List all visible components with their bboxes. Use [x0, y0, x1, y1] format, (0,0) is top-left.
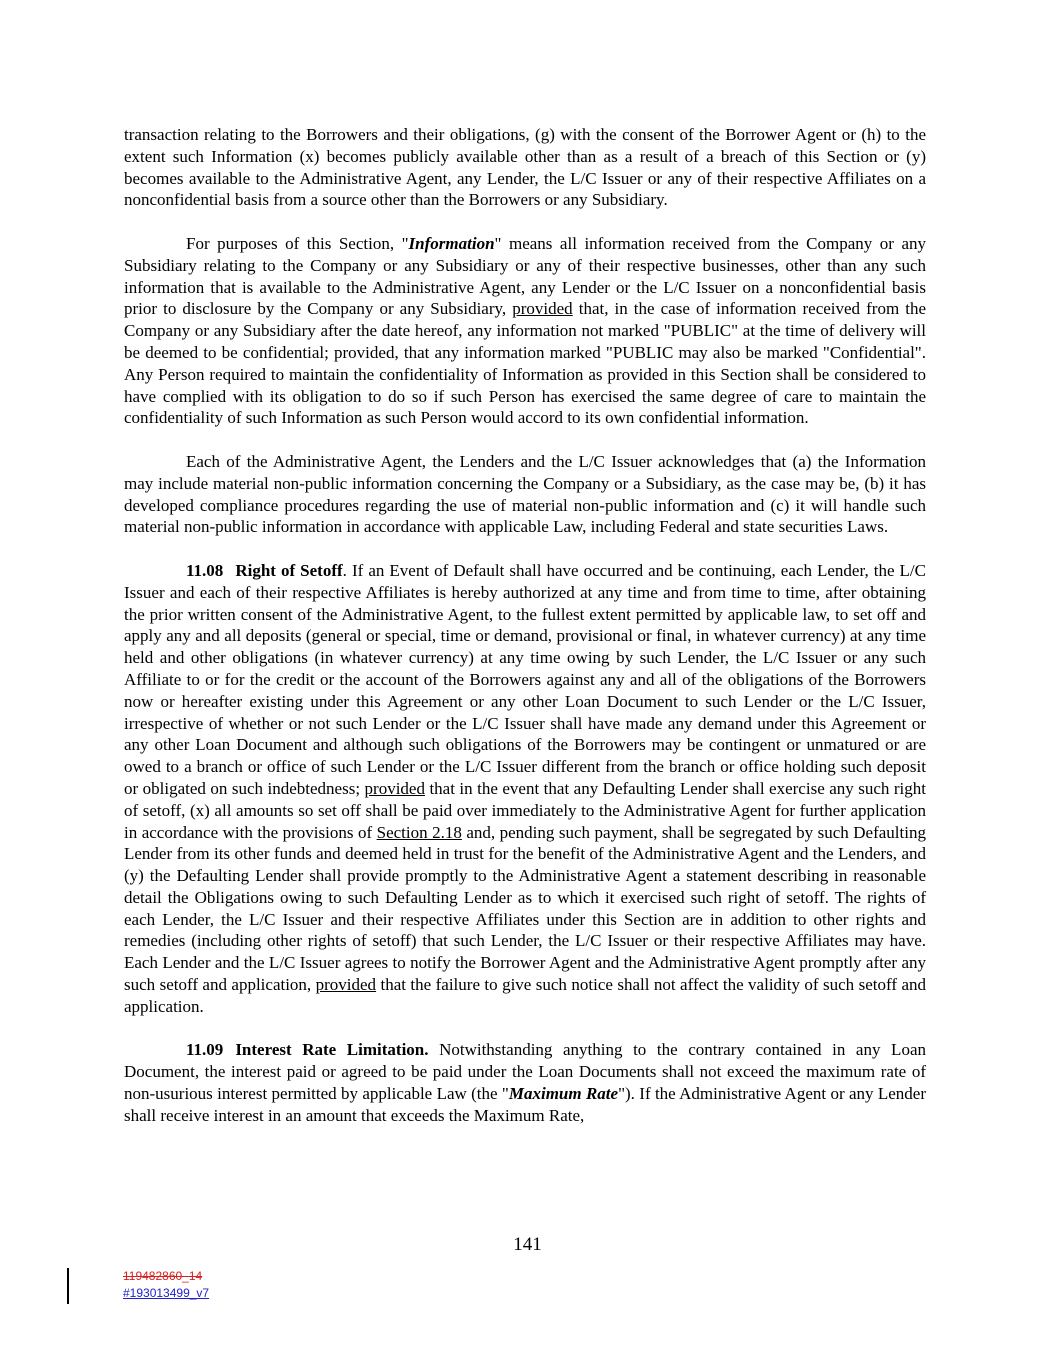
text-segment: .	[342, 560, 347, 580]
text-segment: For purposes of this Section, "	[186, 233, 409, 253]
new-document-id: #193013499_v7	[123, 1286, 210, 1300]
document-ids	[67, 1268, 209, 1304]
provided-underlined: provided	[512, 299, 573, 319]
text-segment: " means all information received from the Company or any Subsidiary relating to the Company or any Subsidiary or any of their respective businesses, other than any such information that is available to the Administrative Agent, any Lender or the L/C Issuer on a nonconfidential basis prior to disclosure by the Company or any Subsidiary,	[124, 233, 926, 319]
provided-underlined: provided	[364, 778, 425, 798]
old-document-id: 119482860_14	[123, 1269, 203, 1283]
paragraph-confidentiality-continued: transaction relating to the Borrowers and their obligations, (g) with the consent of the Borrower Agent or (h) to the extent such Information (x) becomes publicly available other than as a result of a breach of this Section or (y) becomes available to the Administrative Agent, any Lender, the L/C Issuer or any of their respective Affiliates on a nonconfidential basis from a source other than the Borrowers or any Subsidiary.	[124, 125, 926, 210]
defined-term-information: Information	[408, 233, 495, 253]
provided-underlined: provided	[315, 975, 377, 995]
page-number: 141	[513, 1234, 542, 1255]
text-segment: and, pending such payment, shall be segregated by such Defaulting Lender from its other funds and deemed held in trust for the benefit of the Administrative Agent and the Lenders, and (y) the Defaulting Lender shall provide promptly to the Administrative Agent a statement describing in reasonable detail the Obligations owing to such Defaulting Lender as to which it exercised such right of setoff. The rights of each Lender, the L/C Issuer and their respective Affiliates under this Section are in addition to other rights and remedies (including other rights of setoff) that such Lender, the L/C Issuer or their respective Affiliates may have. Each Lender and the L/C Issuer agrees to notify the Borrower Agent and the Administrative Agent promptly after any such setoff and application,	[124, 822, 926, 995]
text-segment: "). If the Administrative Agent or any Lender shall receive interest in an amount that exceeds the Maximum Rate,	[124, 1084, 926, 1125]
text-segment: that, in the case of information received from the Company or any Subsidiary after the date hereof, any information not marked "PUBLIC" at the time of delivery will be deemed to be confidential; provided, that any information marked "PUBLIC may also be marked "Confidential". Any Person required to maintain the confidentiality of Information as provided in this Section shall be considered to have complied with its obligation to do so if such Person has exercised the same degree of care to maintain the confidentiality of such Information as such Person would accord to its own confidential information.	[124, 299, 926, 428]
text-segment: If an Event of Default shall have occurred and be continuing, each Lender, the L/C Issuer and each of their respective Affiliates is hereby authorized at any time and from time to time, after obtaining the prior written consent of the Administrative Agent, to the fullest extent permitted by applicable law, to set off and apply any and all deposits (general or special, time or demand, provisional or final, in whatever currency) at any time held and other obligations (in whatever currency) at any time owing by such Lender, the L/C Issuer or any such Affiliate to or for the credit or the account of the Borrowers against any and all of the obligations of the Borrowers now or hereafter existing under this Agreement or any other Loan Document to such Lender or the L/C Issuer, irrespective of whether or not such Lender or the L/C Issuer shall have made any demand under this Agreement or any other Loan Document and although such obligations of the Borrowers may be contingent or unmatured or are owed to a branch or office of such Lender or the L/C Issuer different from the branch or office holding such deposit or obligated on such indebtedness;	[124, 560, 926, 798]
defined-term-maximum-rate: Maximum Rate	[508, 1084, 619, 1104]
section-11-08	[124, 560, 926, 1018]
section-heading: Interest Rate Limitation.	[235, 1040, 429, 1060]
section-heading: Right of Setoff	[235, 560, 343, 580]
text-segment: that the failure to give such notice shall not affect the validity of such setoff and application.	[124, 975, 926, 1016]
section-number: 11.09	[186, 1040, 224, 1060]
section-reference: Section 2.18	[376, 822, 462, 842]
document-body	[124, 124, 926, 1148]
paragraph-information-definition	[124, 233, 926, 429]
paragraph-acknowledgement: Each of the Administrative Agent, the Lenders and the L/C Issuer acknowledges that (a) the Information may include material non-public information concerning the Company or a Subsidiary, as the case may be, (b) it has developed compliance procedures regarding the use of material non-public information and (c) it will handle such material non-public information in accordance with applicable Law, including Federal and state securities Laws.	[124, 451, 926, 537]
section-11-09	[124, 1039, 926, 1126]
text-segment: Notwithstanding anything to the contrary contained in any Loan Document, the interest paid or agreed to be paid under the Loan Documents shall not exceed the maximum rate of non-usurious interest permitted by applicable Law (the "	[124, 1040, 926, 1104]
section-number: 11.08	[186, 560, 224, 580]
text-segment: that in the event that any Defaulting Lender shall exercise any such right of setoff, (x) all amounts so set off shall be paid over immediately to the Administrative Agent for further application in accordance with the provisions of	[124, 778, 926, 842]
